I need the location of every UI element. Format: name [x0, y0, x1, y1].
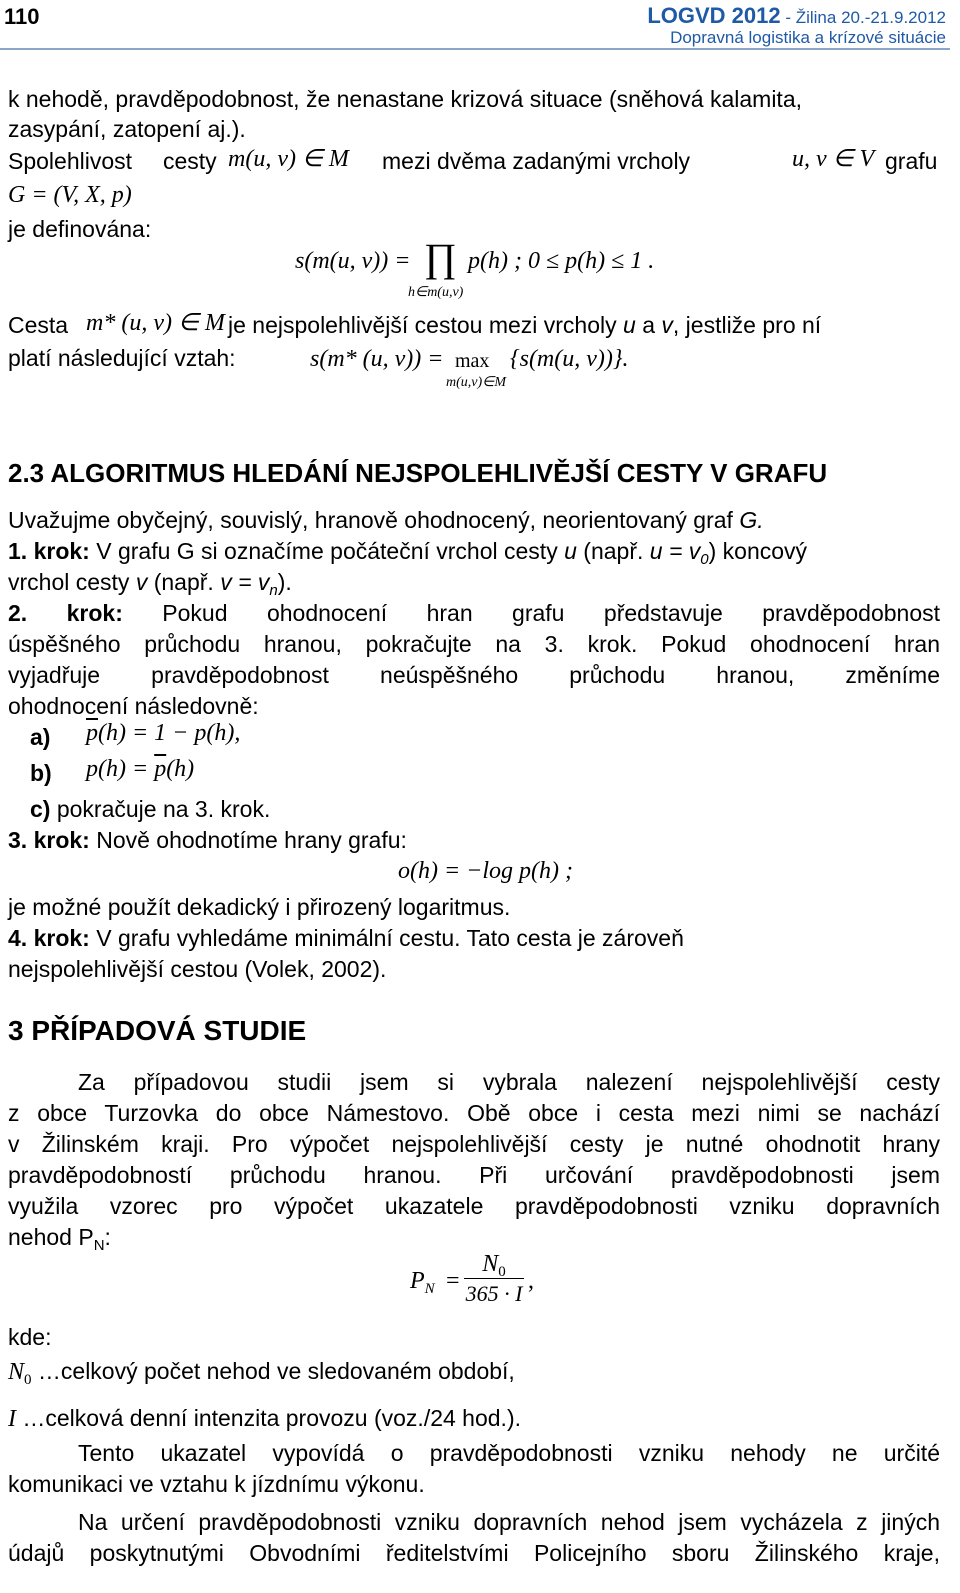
step-1-line2a: vrchol cesty — [8, 569, 136, 595]
step-3-text: Nově ohodnotíme hrany grafu: — [89, 827, 407, 853]
step-3-formula: o(h) = −log p(h) ; — [398, 858, 574, 884]
s3-line-1: Za případovou studii jsem si vybrala nalezení nejspolehlivější cesty — [78, 1069, 940, 1095]
step-2-line-2: úspěšného průchodu hranou, pokračujte na 3. krok. Pokud ohodnocení hran — [8, 631, 940, 657]
def-n0-sub: 0 — [24, 1372, 32, 1388]
formula-max-lhs: s(m* (u, v)) = — [310, 346, 444, 372]
formula-max-rhs: {s(m(u, v))}. — [510, 346, 629, 372]
pn-comma: , — [528, 1268, 534, 1294]
s3-line-4: pravděpodobností průchodu hranou. Při určování pravděpodobnosti jsem — [8, 1162, 940, 1188]
step-2-line-1 — [8, 598, 940, 628]
conference-name: LOGVD 2012 — [647, 3, 781, 28]
item-b-lhs: p(h) = — [86, 756, 155, 782]
cesta-text: je nejspolehlivější cestou mezi vrcholy — [228, 312, 617, 338]
def-i-text: …celková denní intenzita provozu (voz./24 hod.). — [16, 1405, 522, 1431]
pn-lhs-sub: N — [424, 1281, 435, 1297]
s23-p1-text: Uvažujme obyčejný, souvislý, hranově ohodnocený, neorientovaný graf — [8, 507, 733, 533]
conference-location: - Žilina 20.-21.9.2012 — [780, 8, 946, 27]
s3-l6sub: N — [93, 1237, 105, 1254]
step-1-veq: v = v — [220, 569, 270, 595]
step-3-line — [8, 825, 407, 855]
s23-paragraph-1 — [8, 505, 764, 535]
step-2-text-1: Pokud ohodnocení hran grafu představuje pravděpodobnost — [162, 600, 940, 626]
step-1-line2end: ). — [277, 569, 292, 595]
s3-l6a: nehod P — [8, 1224, 94, 1250]
intro-line-2: zasypání, zatopení aj.). — [8, 116, 246, 142]
formula-uv-in-V: u, v ∈ V — [792, 146, 875, 172]
reliability-word-2: cesty — [163, 148, 217, 174]
step-1-end: ) koncový — [708, 538, 808, 564]
s3-m-line-2: komunikaci ve vztahu k jízdnímu výkonu. — [8, 1471, 425, 1497]
cesta-v: v — [661, 312, 673, 338]
step-3-note: je možné použít dekadický i přirozený logaritmus. — [8, 894, 511, 920]
def-i — [8, 1403, 521, 1434]
item-b-end: (h) — [166, 756, 195, 782]
item-c-text: pokračuje na 3. krok. — [50, 796, 271, 822]
step-4-line-2: nejspolehlivější cestou (Volek, 2002). — [8, 956, 387, 982]
pn-num-sub: 0 — [498, 1264, 506, 1280]
s3-line-2: z obce Turzovka do obce Námestovo. Obě obce i cesta mezi nimi se nachází — [8, 1100, 940, 1126]
reliability-mid: mezi dvěma zadanými vrcholy — [382, 148, 691, 174]
step-1-v: v — [135, 569, 148, 595]
section-heading-2-3: 2.3 ALGORITMUS HLEDÁNÍ NEJSPOLEHLIVĚJŠÍ CESTY V GRAFU — [8, 458, 828, 488]
cesta-sentence — [228, 310, 821, 340]
product-subscript: h∈m(u,v) — [408, 285, 464, 300]
s3-n-line-2: údajů poskytnutými Obvodními ředitelstvími Policejního sboru Žilinského kraje, — [8, 1540, 940, 1566]
step-4-label: 4. krok: — [8, 925, 90, 951]
s23-p1-g: G. — [739, 507, 764, 533]
graph-definition: G = (V, X, p) — [8, 182, 132, 208]
step-1-sub0: 0 — [700, 551, 709, 568]
plati-text: platí následující vztah: — [8, 345, 236, 371]
item-c — [30, 794, 270, 824]
formula-max: max — [455, 350, 490, 372]
section-heading-3: 3 PŘÍPADOVÁ STUDIE — [8, 1015, 307, 1046]
formula-optimal-path: m* (u, v) ∈ M — [86, 310, 225, 336]
pn-equals: = — [446, 1268, 460, 1294]
item-a-formula — [86, 720, 240, 747]
step-1-subn: n — [269, 582, 278, 599]
def-i-sym: I — [8, 1406, 16, 1432]
def-n0-sym: N — [8, 1359, 25, 1385]
item-a-rest: (h) = 1 − p(h), — [98, 720, 241, 746]
item-b-pbar: $\overline{p}$ — [154, 756, 167, 782]
header-conference — [647, 3, 946, 29]
formula-max-subscript: m(u,v)∈M — [446, 375, 507, 390]
s3-m-line-1: Tento ukazatel vypovídá o pravděpodobnosti vzniku nehody ne určité — [78, 1440, 940, 1466]
header-subtitle: Dopravná logistika a krízové situácie — [670, 28, 946, 47]
step-1-label: 1. krok: — [8, 538, 90, 564]
cesta-end: , jestliže pro ní — [672, 312, 822, 338]
step-1-line-1 — [8, 536, 807, 566]
cesta-word: Cesta — [8, 312, 69, 338]
kde: kde: — [8, 1324, 52, 1350]
s3-line-5: využila vzorec pro výpočet ukazatele pravděpodobnosti vzniku dopravních — [8, 1193, 940, 1219]
pn-lhs — [410, 1268, 435, 1295]
page-number: 110 — [4, 4, 40, 29]
def-n0-text: …celkový počet nehod ve sledovaném období, — [31, 1358, 515, 1384]
s3-line-3: v Žilinském kraji. Pro výpočet nejspolehlivější cesty je nutné ohodnotit hrany — [8, 1131, 940, 1157]
step-1-napr2: (např. — [147, 569, 221, 595]
s3-l6b: : — [104, 1224, 111, 1250]
step-3-label: 3. krok: — [8, 827, 90, 853]
formula-s-lhs: s(m(u, v)) = — [295, 248, 411, 274]
step-2-line-4: ohodnocení následovně: — [8, 693, 259, 719]
formula-path-in-M: m(u, v) ∈ M — [228, 146, 349, 172]
step-1-napr: (např. — [576, 538, 650, 564]
step-1-u: u — [564, 538, 577, 564]
step-1-ueq: u = v — [649, 538, 701, 564]
pn-lhs-p: P — [410, 1268, 425, 1294]
pn-fraction — [464, 1250, 524, 1309]
reliability-end: grafu — [885, 148, 938, 174]
formula-s-rhs: p(h) ; 0 ≤ p(h) ≤ 1 . — [468, 248, 655, 274]
item-b-formula — [86, 756, 194, 783]
s3-line-6 — [8, 1222, 111, 1252]
pn-numerator — [464, 1250, 524, 1278]
intro-line-1: k nehodě, pravděpodobnost, že nenastane krizová situace (sněhová kalamita, — [8, 86, 803, 112]
header-rule — [0, 48, 950, 50]
step-1-text: V grafu G si označíme počáteční vrchol cesty — [89, 538, 565, 564]
pn-num-n: N — [482, 1251, 499, 1277]
s3-n-line-1: Na určení pravděpodobnosti vzniku dopravních nehod jsem vycházela z jiných — [78, 1509, 940, 1535]
pn-denominator: 365 · I — [465, 1281, 523, 1306]
defined-as: je definována: — [8, 216, 152, 242]
step-4-line — [8, 923, 684, 953]
reliability-word-1: Spolehlivost — [8, 148, 133, 174]
cesta-a: a — [642, 312, 655, 338]
step-1-line-2 — [8, 567, 292, 597]
step-2-line-3: vyjadřuje pravděpodobnost neúspěšného průchodu hranou, změníme — [8, 662, 940, 688]
step-4-text: V grafu vyhledáme minimální cestu. Tato cesta je zároveň — [89, 925, 684, 951]
cesta-u: u — [623, 312, 636, 338]
item-c-label: c) — [30, 796, 51, 822]
item-a-pbar: $\overline{p}$ — [86, 720, 98, 746]
def-n0 — [8, 1356, 515, 1387]
item-b-label: b) — [30, 760, 52, 786]
step-2-label: 2. krok: — [8, 600, 123, 626]
product-symbol: ∏ — [424, 235, 457, 280]
item-a-label: a) — [30, 724, 51, 750]
